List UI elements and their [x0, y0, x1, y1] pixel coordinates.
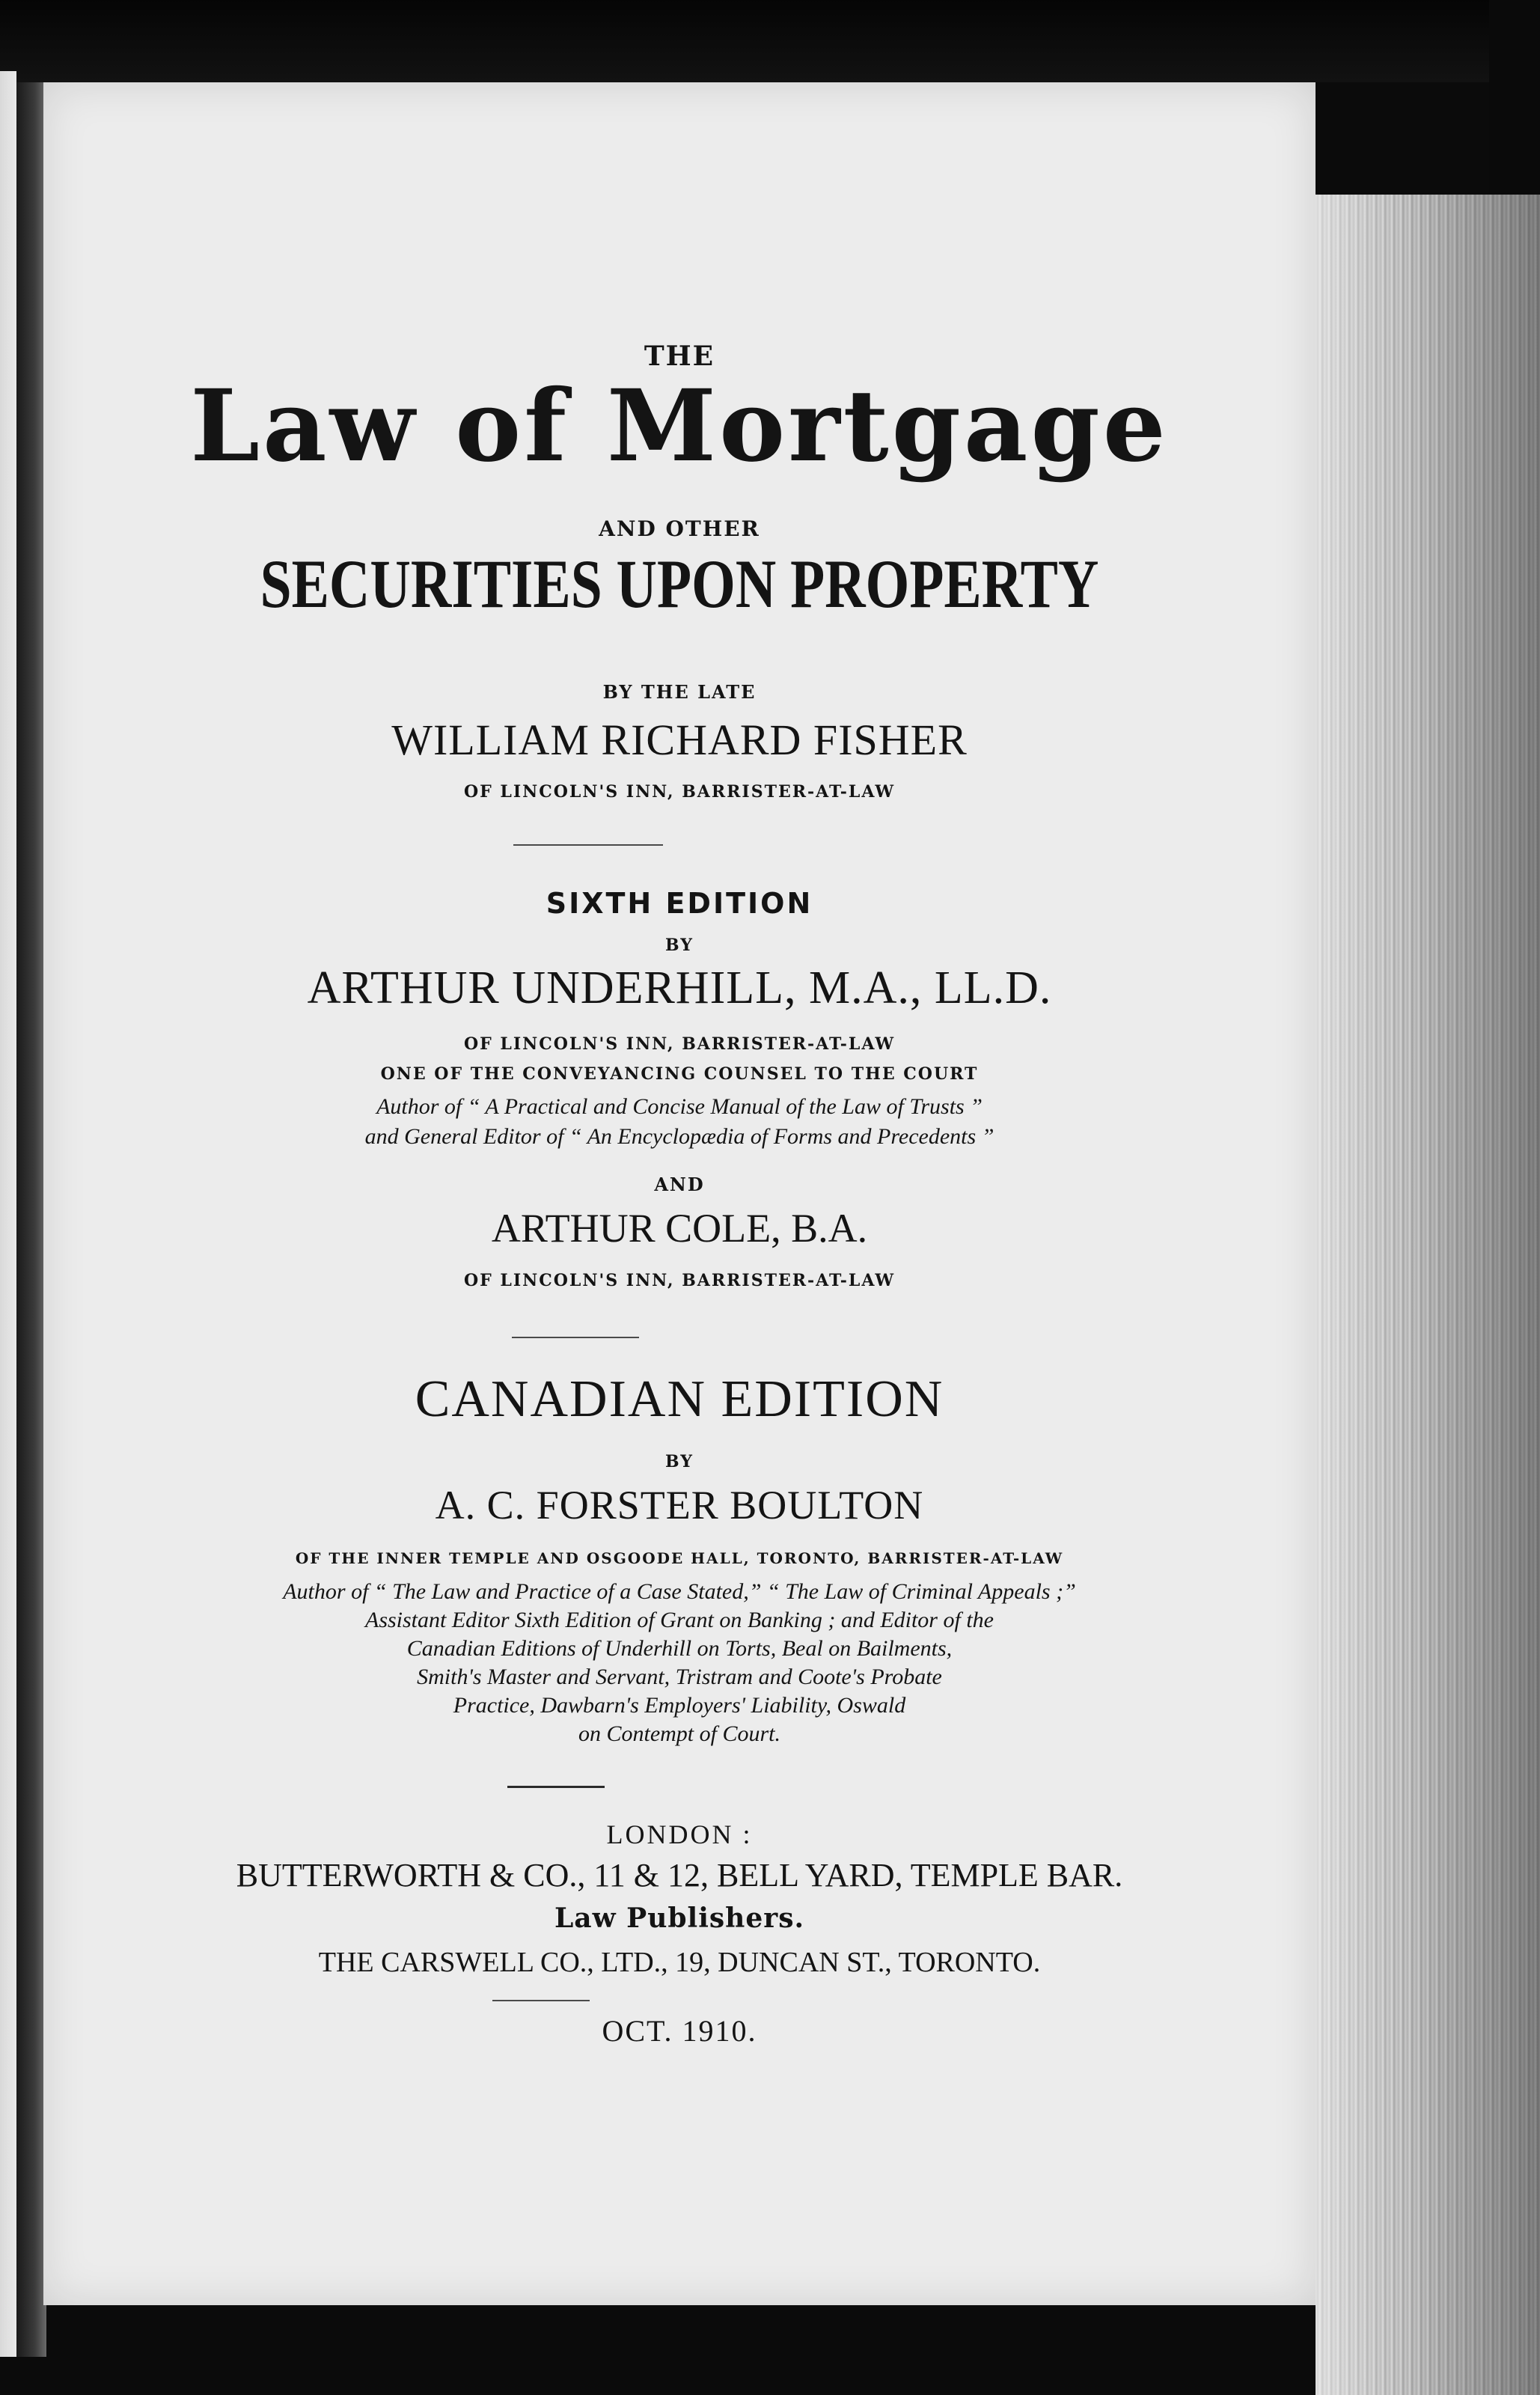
canadian-editor-affiliation: OF THE INNER TEMPLE AND OSGOODE HALL, TORONTO, BARRISTER-AT-LAW	[295, 1549, 1064, 1567]
title-page	[43, 82, 1316, 2305]
by-label-1: BY	[665, 936, 694, 955]
canadian-works-line-5: Practice, Dawbarn's Employers' Liability, Oswald	[453, 1693, 906, 1718]
editor2-affiliation: OF LINCOLN'S INN, BARRISTER-AT-LAW	[463, 1271, 896, 1290]
editor1-name: ARTHUR UNDERHILL, M.A., LL.D.	[307, 962, 1052, 1013]
divider-2	[512, 1337, 639, 1338]
editor1-works-line-2: and General Editor of “ An Encyclopædia of Forms and Precedents ”	[364, 1124, 994, 1149]
the-label: THE	[644, 341, 715, 372]
publisher-line: BUTTERWORTH & CO., 11 & 12, BELL YARD, TEMPLE BAR.	[236, 1857, 1123, 1894]
by-label-2: BY	[665, 1452, 694, 1471]
main-title: Law of Mortgage	[190, 368, 1169, 484]
and-label: AND	[654, 1174, 705, 1195]
by-the-late-label: BY THE LATE	[602, 681, 757, 703]
editor1-counsel: ONE OF THE CONVEYANCING COUNSEL TO THE COURT	[380, 1064, 979, 1084]
film-border-left	[0, 71, 16, 2357]
canadian-works-line-3: Canadian Editions of Underhill on Torts, Beal on Bailments,	[406, 1636, 953, 1661]
toronto-publisher-line: THE CARSWELL CO., LTD., 19, DUNCAN ST., TORONTO.	[318, 1947, 1041, 1978]
editor2-name: ARTHUR COLE, B.A.	[491, 1206, 868, 1251]
divider-4	[492, 2000, 590, 2001]
london-label: LONDON :	[606, 1819, 753, 1849]
subtitle-wrap	[43, 543, 1316, 625]
canadian-works-line-4: Smith's Master and Servant, Tristram and Coote's Probate	[417, 1665, 942, 1689]
author-affiliation: OF LINCOLN'S INN, BARRISTER-AT-LAW	[463, 782, 896, 802]
divider-1	[513, 844, 663, 846]
page-block-shade	[1316, 195, 1540, 2395]
canadian-edition-label: CANADIAN EDITION	[415, 1370, 944, 1428]
publication-date: OCT. 1910.	[602, 2014, 757, 2048]
divider-3	[507, 1786, 605, 1788]
canadian-editor-name: A. C. FORSTER BOULTON	[435, 1483, 924, 1528]
canadian-works-line-1: Author of “ The Law and Practice of a Case Stated,” “ The Law of Criminal Appeals ;”	[283, 1579, 1076, 1604]
author-name: WILLIAM RICHARD FISHER	[391, 716, 968, 764]
law-publishers-label: Law Publishers.	[554, 1903, 805, 1934]
film-border-top	[0, 0, 1540, 82]
canadian-works-line-6: on Contempt of Court.	[578, 1721, 780, 1746]
editor1-works-line-1: Author of “ A Practical and Concise Manual of the Law of Trusts ”	[376, 1094, 983, 1119]
book-gutter-shadow	[16, 82, 46, 2357]
edition-label: SIXTH EDITION	[546, 887, 813, 920]
subtitle: SECURITIES UPON PROPERTY	[260, 546, 1099, 622]
and-other-label: AND OTHER	[599, 516, 760, 541]
canadian-works-line-2: Assistant Editor Sixth Edition of Grant on Banking ; and Editor of the	[365, 1608, 994, 1632]
editor1-affiliation: OF LINCOLN'S INN, BARRISTER-AT-LAW	[463, 1034, 896, 1054]
